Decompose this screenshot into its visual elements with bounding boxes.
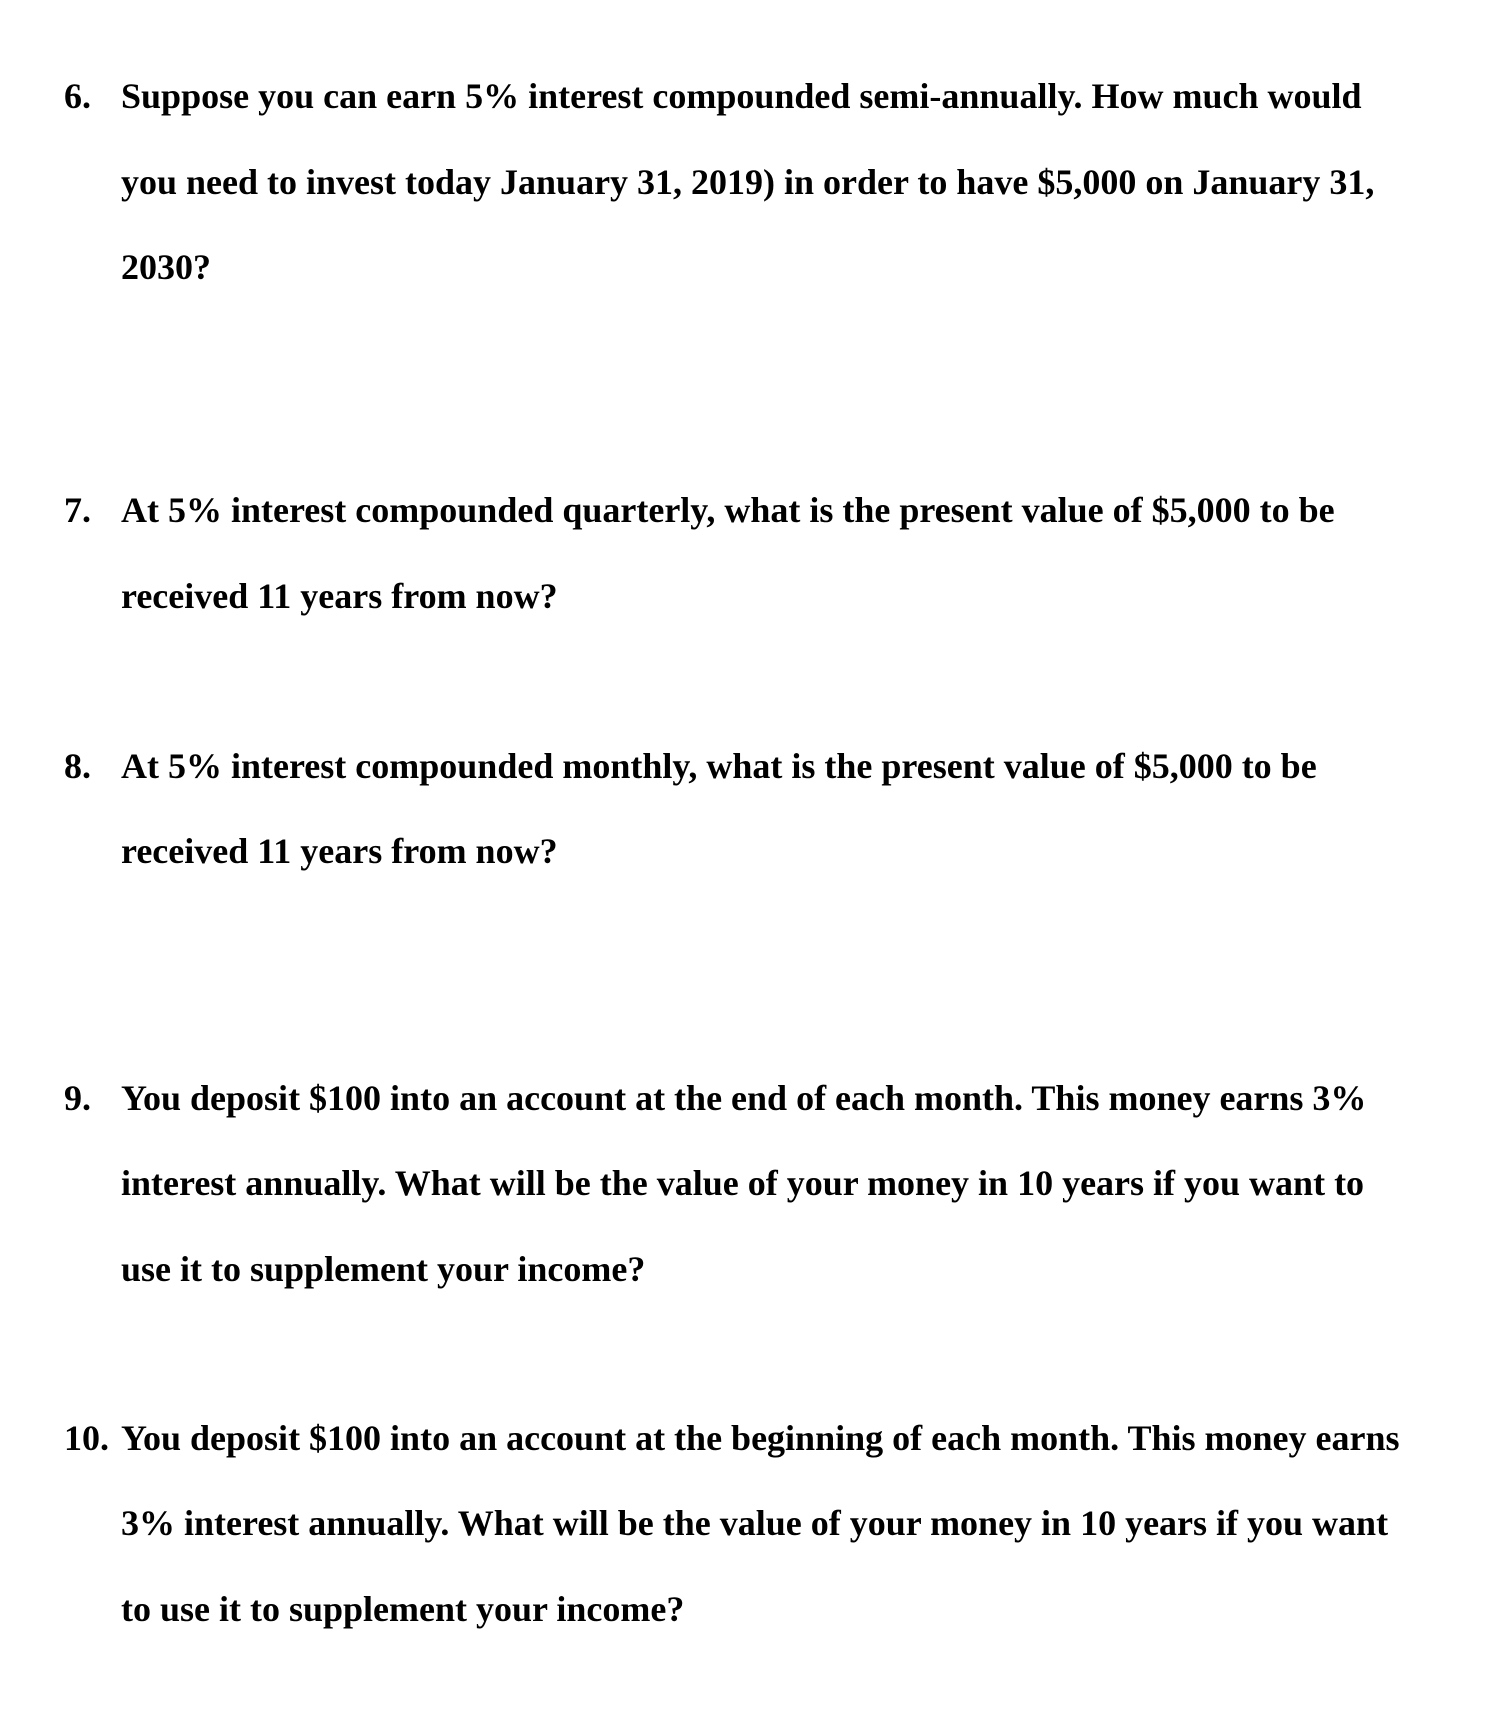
question-number: 10.: [64, 1418, 109, 1458]
question-text-line: to use it to supplement your income?: [121, 1589, 685, 1629]
question-number: 7.: [64, 490, 91, 530]
question-text-line: 3% interest annually. What will be the value of your money in 10 years if you want: [121, 1503, 1389, 1543]
question-text-line: interest annually. What will be the value of your money in 10 years if you want to: [121, 1163, 1365, 1203]
question-text-line: 2030?: [121, 247, 211, 287]
question-text-line: You deposit $100 into an account at the beginning of each month. This money earns: [121, 1418, 1400, 1458]
question-number: 8.: [64, 746, 91, 786]
question-text-line: Suppose you can earn 5% interest compounded semi-annually. How much would: [121, 76, 1362, 116]
question-text-line: you need to invest today January 31, 2019) in order to have $5,000 on January 31,: [121, 162, 1375, 202]
question-text-line: At 5% interest compounded quarterly, what is the present value of $5,000 to be: [121, 490, 1335, 530]
question-text-line: use it to supplement your income?: [121, 1249, 646, 1289]
question-number: 6.: [64, 76, 91, 116]
question-text-line: At 5% interest compounded monthly, what is the present value of $5,000 to be: [121, 746, 1317, 786]
question-number: 9.: [64, 1078, 91, 1118]
question-text-line: You deposit $100 into an account at the end of each month. This money earns 3%: [121, 1078, 1367, 1118]
question-text-line: received 11 years from now?: [121, 576, 558, 616]
question-text-line: received 11 years from now?: [121, 831, 558, 871]
